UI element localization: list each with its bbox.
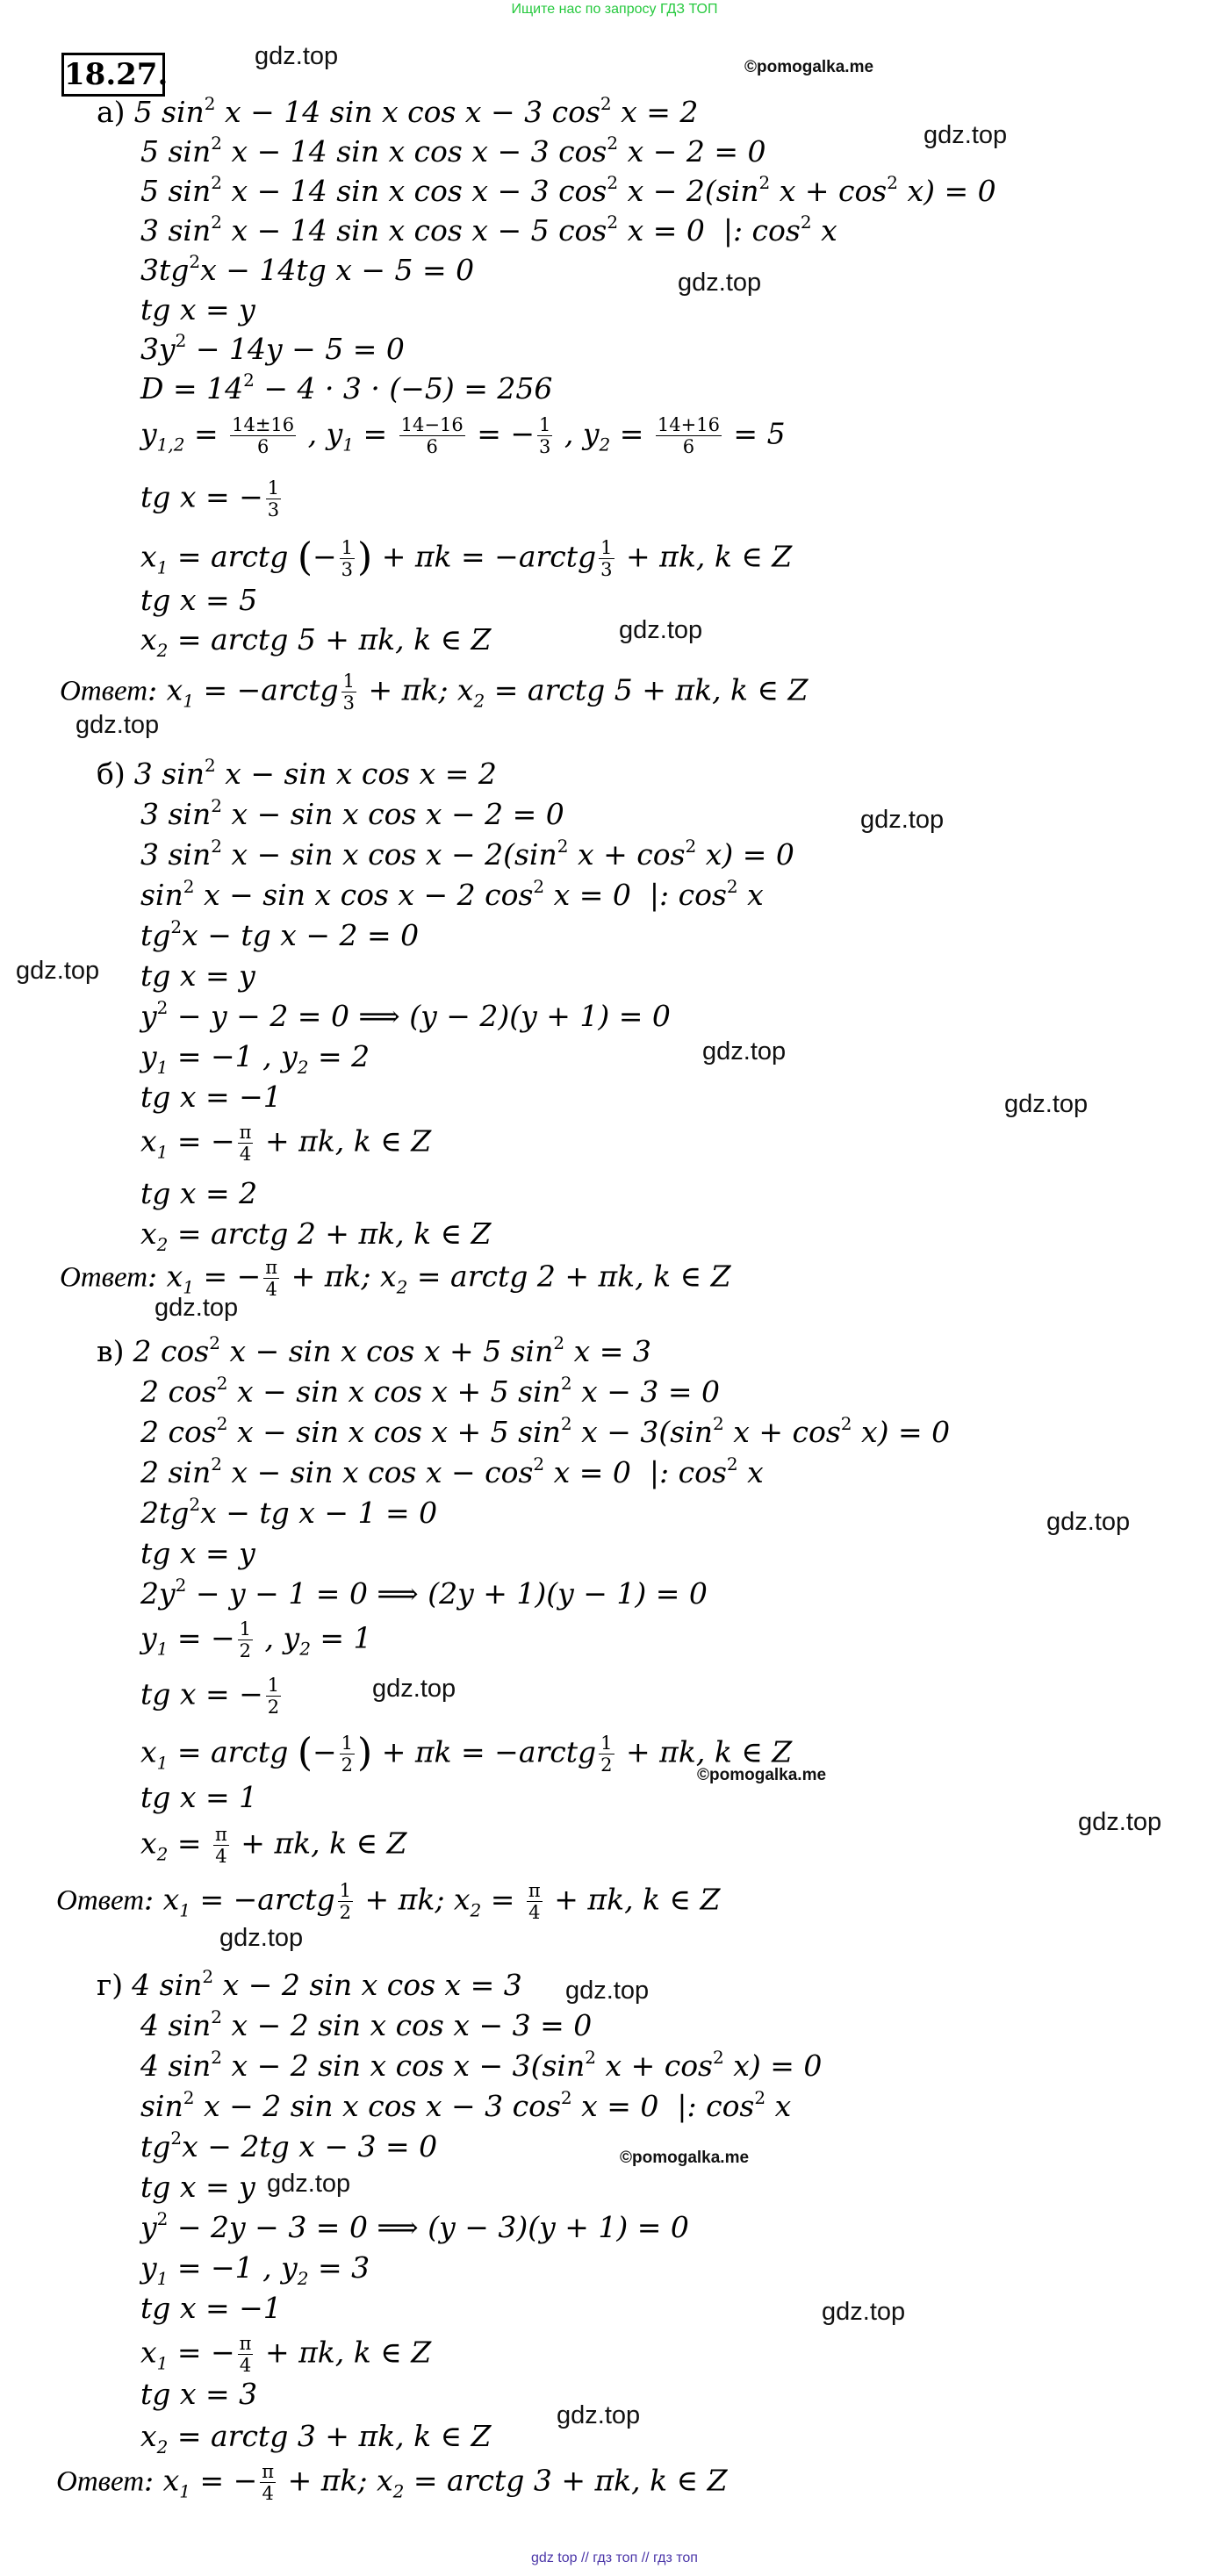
solution-a-line-6: tg x = y [140,292,255,326]
solution-v-line-11: tg x = 1 [140,1780,258,1814]
solution-a-line-13: $x_2$ = arctg 5 + πk, k ∈ Z [140,622,492,661]
solution-v-line-4: 2 $\sin^2 x - \sin x$ $\cos x - \cos^2 x = 0$ |: $\cos^2 x$ [140,1453,764,1489]
part-v-label: в) [97,1334,125,1368]
solution-v-answer: Ответ: $x_1$ = −arctg $\frac{1}{2}$ + πk; $x_2$ = $\frac{\pi}{4}$ + πk, k ∈ Z [56,1880,721,1923]
solution-g-line-1: г) 4 $\sin^2 x - 2$ sin x cos x = 3 [97,1966,522,2002]
solution-g-line-6: tg x = y [140,2170,255,2204]
solution-a-line-4: 3 $\sin^2 x - 14$ sin x cos x − 5 $\cos^2 x = 0$ |: $\cos^2 x$ [140,212,837,248]
gdz-watermark: gdz.top [219,1924,304,1952]
solution-v-line-10: $x_1$ = arctg (− $\frac{1}{2}$ ) + πk = −arctg $\frac{1}{2}$ + πk, k ∈ Z [140,1730,793,1776]
solution-a-line-10: tg x = − $\frac{1}{3}$ [140,477,280,520]
gdz-watermark: gdz.top [1004,1090,1089,1118]
answer-label: Ответ [60,675,148,707]
solution-a-line-1: а) 5 $\sin^2 x - 14$ sin x cos x − 3 $\cos^2 x = 2$ [97,93,699,129]
gdz-watermark: gdz.top [75,711,160,739]
solution-g-line-9: tg x = −1 [140,2291,282,2325]
solution-b-line-9: tg x = −1 [140,1080,282,1114]
gdz-watermark: gdz.top [678,269,762,297]
solution-v-line-6: tg x = y [140,1536,255,1570]
solution-v-line-2: 2 $\cos^2 x - \sin x$ cos x + 5 $\sin^2 x - 3 = 0$ [140,1373,721,1409]
part-a-label: а) [97,95,126,129]
solution-v-line-12: $x_2$ = $\frac{\pi}{4}$ + πk, k ∈ Z [140,1824,407,1867]
gdz-watermark: gdz.top [267,2170,351,2198]
gdz-watermark: gdz.top [619,616,703,644]
gdz-watermark: gdz.top [255,42,339,70]
pomogalka-watermark: ©pomogalka.me [620,2149,750,2167]
solution-g-line-7: $y^2 - 2y - 3 = 0$ ⟹ (y − 3)(y + 1) = 0 [140,2208,689,2244]
solution-v-line-8: $y_1$ = − $\frac{1}{2}$ , $y_2 = 1$ [140,1618,372,1661]
solution-a-line-3: 5 $\sin^2 x - 14$ sin x cos x − 3 $\cos^2 x - 2(\sin^2$ $x + \cos^2 x) = 0$ [140,172,996,208]
gdz-watermark: gdz.top [16,957,100,985]
solution-g-line-2: 4 $\sin^2 x - 2$ sin x cos x − 3 = 0 [140,2006,593,2042]
solution-g-line-8: $y_1 = -1$ , $y_2 = 3$ [140,2250,370,2289]
gdz-watermark: gdz.top [822,2298,906,2326]
solution-b-line-12: $x_2$ = arctg 2 + πk, k ∈ Z [140,1216,492,1255]
solution-v-line-3: 2 $\cos^2 x - \sin x$ cos x + 5 $\sin^2 x - 3(\sin^2$ $x + \cos^2 x) = 0$ [140,1413,951,1449]
gdz-watermark: gdz.top [1046,1508,1131,1536]
solution-b-answer: Ответ: $x_1$ = − $\frac{\pi}{4}$ + πk; $x_2$ = arctg 2 + πk, k ∈ Z [60,1257,731,1300]
solution-b-line-7: $y^2 - y - 2 = 0$ ⟹ (y − 2)(y + 1) = 0 [140,997,671,1033]
solution-a-line-5: $3tg^2x - 14tg$ x − 5 = 0 [140,251,475,287]
part-g-label: г) [97,1968,124,2002]
solution-b-line-8: $y_1 = -1$ , $y_2 = 2$ [140,1039,370,1078]
solution-g-line-11: tg x = 3 [140,2377,258,2411]
gdz-watermark: gdz.top [860,806,945,834]
part-b-label: б) [97,757,126,791]
gdz-watermark: gdz.top [702,1037,787,1066]
solution-v-line-7: $2y^2 - y - 1 = 0$ ⟹ (2y + 1)(y − 1) = 0 [140,1575,708,1611]
search-banner[interactable]: Ищите нас по запросу ГДЗ ТОП [511,2,718,17]
solution-a-line-9: $y_{1,2}$ = $\frac{14\pm 16}{6}$ , $y_1$ = $\frac{14-16}{6}$ = − $\frac{1}{3}$ , $y_2$ = $\frac{14+16}{6}$ = 5 [140,414,786,457]
answer-label: Ответ [60,1261,148,1294]
solution-v-line-1: в) 2 $\cos^2 x - \sin x$ cos x + 5 $\sin^2 x = 3$ [97,1332,651,1368]
solution-b-line-11: tg x = 2 [140,1176,258,1210]
gdz-watermark: gdz.top [1078,1808,1162,1836]
solution-v-line-5: $2tg^2x$ − tg x − 1 = 0 [140,1494,438,1530]
solution-g-line-5: $tg^2x - 2tg$ x − 3 = 0 [140,2128,438,2163]
pomogalka-watermark: ©pomogalka.me [697,1766,827,1784]
solution-g-answer: Ответ: $x_1$ = − $\frac{\pi}{4}$ + πk; $x_2$ = arctg 3 + πk, k ∈ Z [56,2461,728,2504]
solution-b-line-4: $\sin^2 x - \sin x$ cos x − 2 $\cos^2 x = 0$ |: $\cos^2 x$ [140,876,764,912]
answer-label: Ответ [56,1884,145,1917]
solution-b-line-1: б) 3 $\sin^2 x - \sin x$ cos x = 2 [97,755,497,791]
footer-links[interactable]: gdz top // гдз топ // гдз топ [531,2551,698,2565]
solution-g-line-3: 4 $\sin^2 x - 2$ sin x $\cos x - 3(\sin^2$ $x + \cos^2 x) = 0$ [140,2047,823,2083]
gdz-watermark: gdz.top [155,1294,239,1322]
solution-b-line-3: 3 $\sin^2 x - \sin x$ $\cos x - 2(\sin^2$ $x + \cos^2 x) = 0$ [140,836,794,872]
task-number: 18.27. [61,53,165,97]
gdz-watermark: gdz.top [924,121,1008,149]
gdz-watermark: gdz.top [565,1977,650,2005]
solution-g-line-4: $\sin^2 x - 2$ sin x cos x − 3 $\cos^2 x = 0$ |: $\cos^2 x$ [140,2087,792,2123]
answer-label: Ответ [56,2465,145,2498]
gdz-watermark: gdz.top [372,1675,456,1703]
solution-g-line-10: $x_1$ = − $\frac{\pi}{4}$ + πk, k ∈ Z [140,2333,432,2376]
solution-b-line-10: $x_1$ = − $\frac{\pi}{4}$ + πk, k ∈ Z [140,1122,432,1165]
solution-b-line-5: $tg^2x$ − tg x − 2 = 0 [140,916,420,952]
solution-a-line-2: 5 $\sin^2 x - 14$ sin x cos x − 3 $\cos^2 x - 2 = 0$ [140,133,766,169]
solution-v-line-9: tg x = − $\frac{1}{2}$ [140,1675,280,1718]
solution-a-line-7: $3y^2 - 14y - 5 = 0$ [140,330,405,366]
solution-g-line-12: $x_2$ = arctg 3 + πk, k ∈ Z [140,2419,492,2458]
solution-a-answer: Ответ: $x_1$ = −arctg $\frac{1}{3}$ + πk; $x_2$ = arctg 5 + πk, k ∈ Z [60,671,809,714]
solution-a-line-11: $x_1$ = arctg (− $\frac{1}{3}$ ) + πk = −arctg $\frac{1}{3}$ + πk, k ∈ Z [140,535,793,580]
gdz-watermark: gdz.top [557,2401,641,2429]
solution-b-line-6: tg x = y [140,958,255,993]
solution-a-line-12: tg x = 5 [140,583,258,617]
solution-a-line-8: $D = 14^2 - 4 \cdot 3 \cdot (-5) = 256$ [140,370,553,405]
solution-b-line-2: 3 $\sin^2 x - \sin x$ cos x − 2 = 0 [140,795,564,831]
pomogalka-watermark: ©pomogalka.me [744,58,874,76]
